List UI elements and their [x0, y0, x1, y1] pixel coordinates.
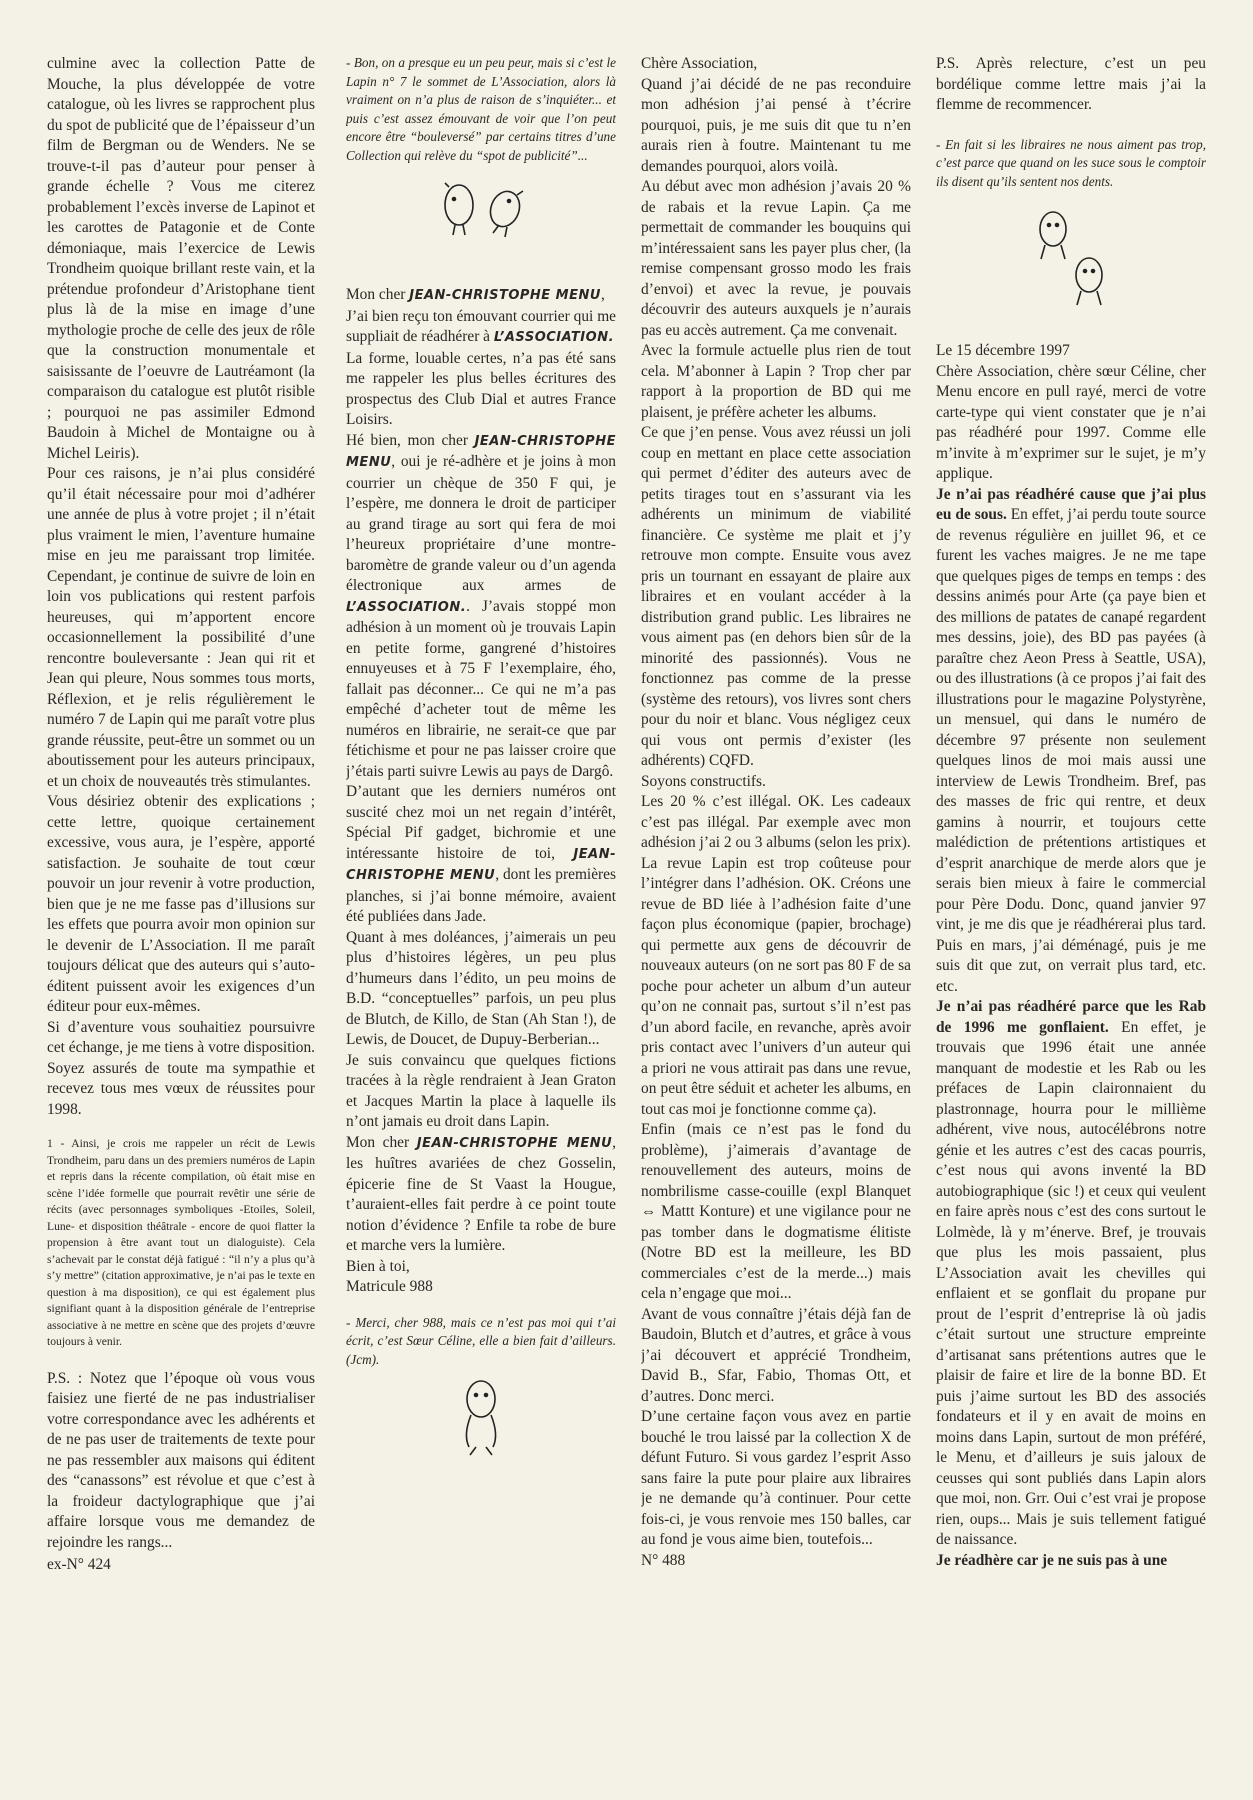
col3-paragraph-2: Quand j’ai décidé de ne pas reconduire mon adhésion j’ai pensé à t’écrire pourquoi, puis, je me suis dit que tu n’en aurais rien à foutre. Maintenant tu me demandes pourquoi, alors voilà. [641, 75, 911, 175]
editor-reply-3: - En fait si les libraires ne nous aiment pas trop, c’est parce que quand on les suce sous le comptoir ils disent qu’ils sentent nos dents. [936, 136, 1206, 189]
col2-p7a: Mon cher [346, 1133, 410, 1151]
col1-paragraph-3: Vous désiriez obtenir des explications ; cette lettre, quoique certainement excessive, vous aura, je l’espère, apporté satisfaction. Je souhaite de tout cœur pouvoir un jour revenir à votre production, bien que je ne me fasse pas d’illusions sur les effets que pourra avoir mon opinion sur le devenir de L’Association. Il me paraît toujours délicat que des auteurs qui s’auto-éditent puissent avoir les exigences d’un éditeur pour eux-mêmes. [47, 793, 315, 1015]
col3-paragraph-10: Avant de vous connaître j’étais déjà fan de Baudoin, Blutch et d’autres, et grâce à vous j’ai découvert et apprécié Trondheim, David B., Sfar, Fabio, Thomas Ott, et d’autres. Donc merci. [641, 1305, 911, 1405]
col2-p4b: , dont les premières planches, si j’ai bonne mémoire, avaient été publiées dans Jade. [346, 866, 616, 925]
col1-paragraph-4: Si d’aventure vous souhaitiez poursuivre cet échange, je me tiens à votre disposition. Soyez assurés de toute ma sympathie et recevez tous mes vœux de réussites pour 1998. [47, 1018, 315, 1118]
col4-bold-3: Je réadhère car je ne suis pas à une [936, 1551, 1168, 1569]
column-1 [47, 54, 315, 1754]
col3-paragraph-5: Ce que j’en pense. Vous avez réussi un joli coup en mettant en place cette association qui permet d’éditer des auteurs avec de petits tirages tout en s’assurant via les adhérents un minimum de viabilité financière. Ce système me plait et j’y retrouve mon compte. Ensuite vous avez pris un tournant en essayant de plaire aux libraires et en voulant accéder à la distribution grand public. Les libraires ne vous aiment pas (en dehors bien sûr de la minorité des passionnés). Vous ne fonctionnez pas comme de la presse (système des retours), vos livres sont chers pour du noir et blanc. Vous négligez ceux qui vous ont permis d’exister (les adhérents) CQFD. [641, 424, 911, 769]
col3-paragraph-6: Soyons constructifs. [641, 772, 766, 790]
col4-paragraph-3 [936, 997, 1206, 1551]
col3-signature: N° 488 [641, 1551, 686, 1569]
salutation-prefix: Mon cher [346, 286, 406, 303]
two-chicks-drawing [421, 165, 541, 245]
col4-paragraph-1: Chère Association, chère sœur Céline, cher Menu encore en pull rayé, merci de votre carte-type qui vient constater que je n’ai pas réadhéré pour 1997. Comme elle m’invite à m’exprimer sur le sujet, je m’y applique. [936, 362, 1206, 482]
col4-bold-2: Je n’ai pas réadhéré parce que les Rab de 1996 me gonflaient. [936, 998, 1206, 1036]
editor-reply-2: - Merci, cher 988, mais ce n’est pas moi qui t’ai écrit, c’est Sœur Céline, elle a bien fait d’ailleurs. (Jcm). [346, 1314, 616, 1367]
col2-p3c: . J’avais stoppé mon adhésion à un moment où je trouvais Lapin en petite forme, gangrené d’histoires ennuyeuses et à 75 F l’exemplaire, ého, fallait pas déconner... Ce qui ne m’a pas empêché d’acheter tout de même les numéros en librairie, ne serait-ce que par fétichisme et pour ne pas laisser croire que j’étais parti suivre Lewis au pays de Dargô. [346, 597, 616, 780]
col2-paragraph-3 [346, 431, 616, 783]
col3-paragraph-8: La revue Lapin est trop coûteuse pour l’intégrer dans l’adhésion. OK. Créons une revue de BD liée à l’adhésion faite d’une façon plus économique (papier, brochage) qui permette aux gens de découvrir de nouveaux auteurs (on ne sort pas 80 F de sa poche pour acheter un album d’un auteur qu’on ne connait pas, surtout s’il n’est pas d’un abord facile, en revanche, après avoir pris contact avec l’univers d’un auteur qui a priori ne vous attirait pas dans une revue, on peut être séduit et acheter les albums, en tout cas moi je fonctionne comme ça). [641, 854, 911, 1118]
association-name: L’ASSOCIATION. [493, 330, 615, 345]
letter-date: Le 15 décembre 1997 [936, 342, 1070, 359]
column-2 [346, 54, 616, 1754]
col3-salutation: Chère Association, [641, 55, 758, 72]
col2-p3a: Hé bien, mon cher [346, 431, 468, 449]
footnote: 1 - Ainsi, je crois me rappeler un récit de Lewis Trondheim, paru dans un des premiers numéros de Lapin et repris dans la récente compilation, où était mise en scène l’idée formelle que pourrait revêtir une série de récits (avec personnages symboliques -Etoiles, Soleil, Lune- et disposition théâtrale - encore de quoi flatter la propension à être avant tout un dialoguiste). Cela s’achevait par le constat déjà fatigué : “il n’y a plus qu’à s’y mettre” (citation approximative, je n’ai pas le texte en question à ma disposition), ce qui est également plus signifiant quant à la disposition générale de l’entreprise associative à ne mettre en scène que des projets d’œuvre toujours à venir. [47, 1137, 315, 1348]
col3-paragraph-11: D’une certaine façon vous avez en partie bouché le trou laissé par la collection X de défunt Futuro. Si vous gardez l’esprit Asso sans faire la pute pour plaire aux libraires je ne demande qu’à continuer. Pour cette fois-ci, je vous renvoie mes 150 balles, car au fond je vous aime bien, toutefois... [641, 1408, 911, 1548]
two-chicks-drawing-2 [1011, 191, 1131, 321]
col2-closing: Bien à toi, [346, 1257, 410, 1275]
recipient-name-2: JEAN-CHRISTOPHE MENU [346, 433, 616, 470]
col3-paragraph-7: Les 20 % c’est illégal. OK. Les cadeaux c’est pas illégal. Par exemple avec mon adhésion j’ai 2 ou 3 albums (selon les prix). [641, 793, 911, 851]
col2-paragraph-1 [346, 307, 616, 349]
col4-paragraph-2 [936, 485, 1206, 998]
col4-bold-1: Je n’ai pas réadhéré cause que j’ai plus eu de sous. [936, 485, 1206, 523]
recipient-name: JEAN-CHRISTOPHE MENU [409, 288, 601, 303]
col2-paragraph-7 [346, 1133, 616, 1257]
recipient-name-3: JEAN-CHRISTOPHE MENU [346, 846, 616, 883]
col2-paragraph-6: Je suis convaincu que quelques fictions tracées à la règle rendraient à Jean Graton et Jacques Martin la place à laquelle ils n’ont jamais eu droit dans Lapin. [346, 1051, 616, 1130]
col1-paragraph-1: culmine avec la collection Patte de Mouche, la plus développée de votre catalogue, où les livres se rapprochent plus du spot de publicité que de l’épaisseur d’un film de Bergman ou de Wenders. Ne se trouve-t-il pas d’auteur pour penser à grande échelle ? Vous me citerez probablement l’excès inverse de Lapinot et les carottes de Patagonie et de Conte démoniaque, mais l’exercice de Lewis Trondheim quoique brillant reste vain, et la prétendue profondeur d’Aristophane tient plus là de la mise en image d’une mythologie proche de celle des jeux de rôle que la construction monumentale et saisissante de l’oeuvre de Lautréamont (la comparaison du catalogue est plutôt risible ; pourquoi ne pas assimiler Edmond Baudoin à Michel de Montaigne ou à Michel Leiris). [47, 55, 315, 462]
col4-p2-text: En effet, j’ai perdu toute source de revenus régulière en juillet 96, et ce furent les vaches maigres. Je ne me tape que quelques piges de temps en temps : des dessins animés pour Arte (ça paye bien et des millions de patates de canapé regardent mes dessins, joie), des BD pas payées (à paraître chez Aeon Press à Seattle, USA), ou des illustrations (à ce propos j’ai fait des illustrations pour le magazine Polystyrène, un mensuel, qui dans le numéro de décembre 97 présente non seulement quelques linos de moi mais aussi une interview de Lewis Trondheim. Bref, pas des masses de fric qui rentre, et deux gamins à nourrir, et toujours cette malédiction de prétentions artistiques et d’esprit anarchique de merde alors que je serais bien mieux à faire le commercial pour Père Dodu. Donc, quand janvier 97 vint, je me dis que je réadhérerai plus tard. Puis en mars, j’ai déménagé, puis je me suis dit que zut, on verrait plus tard, etc. etc. [936, 506, 1206, 995]
col2-p1-text: J’ai bien reçu ton émouvant courrier qui me suppliait de réadhérer à [346, 307, 616, 345]
col2-paragraph-2: La forme, louable certes, n’a pas été sans me rappeler les plus belles écritures des prospectus des Club Dial et autres France Loisirs. [346, 349, 616, 428]
column-4 [936, 54, 1206, 1754]
col1-signature: ex-N° 424 [47, 1556, 111, 1573]
col3-paragraph-3: Au début avec mon adhésion j’avais 20 % de rabais et la revue Lapin. Ça me permettait de commander les bouquins qui m’intéressaient sans les payer plus cher, (la remise compensant grosso modo les frais d’envoi) et avec la revue, je pouvais découvrir des auteurs auxquels je n’aurais pas eu accès autrement. Ça me convenait. [641, 178, 911, 339]
salutation-1: Mon cher JEAN-CHRISTOPHE MENU, [346, 286, 605, 303]
recipient-name-4: JEAN-CHRISTOPHE MENU [416, 1135, 613, 1151]
col4-postscript: P.S. Après relecture, c’est un peu bordélique comme lettre mais j’ai la flemme de recommencer. [936, 55, 1206, 113]
col3-paragraph-4: Avec la formule actuelle plus rien de tout cela. M’abonner à Lapin ? Trop cher par rapport à la proportion de BD qui me plaisent, je préfère acheter les albums. [641, 342, 911, 421]
column-3 [641, 54, 911, 1754]
col2-signature: Matricule 988 [346, 1278, 433, 1295]
chick-drawing [436, 1369, 526, 1459]
col2-p4a: D’autant que les derniers numéros ont suscité chez moi un net regain d’intérêt, Spécial Pif gadget, bichromie et une intéressante histoire de toi, [346, 783, 616, 862]
col2-p7b: , les huîtres avariées de chez Gosselin, épicerie fine de St Vaast la Hougue, t’auraient-elles fait perdre à ce point toute notion d’évidence ? Enfile ta robe de bure et marche vers la lumière. [346, 1133, 616, 1254]
col2-paragraph-4 [346, 782, 616, 928]
col4-p3-text: En effet, je trouvais que 1996 était une année manquant de modestie et les Rab ou les préfaces de Lapin claironnaient du plastronnage, hourra pour le millième adhérent, vive nous, autocélébrons notre génie et les autres c’est des cacas pourris, c’est nous qui avons inventé la BD autobiographique (sic !) et ceux qui veulent en faire après nous c’est des cons surtout le Lolmède, là y m’énerve. Bref, je trouvais que plus les mois passaient, plus L’Association avait les chevilles qui enflaient et se gonflait du propane pur prout de l’esprit d’entreprise là où jadis c’était surtout une structure empreinte d’artisanat sans prétentions autres que le plaisir de faire et lire de la bonne BD. Et puis j’aime surtout les BD des associés fondateurs et il y en avait de moins en moins dans Lapin, surtout de mon préféré, le Menu, et d’ailleurs je suis jaloux de ceusses qui sont publiés dans Lapin alors que moi, non. Grr. Oui c’est vrai je propose rien, oups... Mais je suis tellement fatigué de naissance. [936, 1018, 1206, 1548]
col1-paragraph-2: Pour ces raisons, je n’ai plus considéré qu’il était nécessaire pour moi d’adhérer une année de plus à votre projet ; il n’était plus vraiment le mien, l’aventure humaine mise en jeu me paraissant trop limitée. Cependant, je continue de suivre de loin en loin vos publications qui restent parfois heureuses, qui m’apportent encore occasionnellement la possibilité d’une rencontre bouleversante : Jean qui rit et Jean qui pleure, Nous sommes tous morts, Réflexion, et je relis régulièrement le numéro 7 de Lapin qui me paraît votre plus grande réussite, peut-être un sommet ou un aboutissement pour les auteurs principaux, et un choix de nouveautés très stimulantes. [47, 465, 315, 790]
col1-postscript: P.S. : Notez que l’époque où vous vous faisiez une fierté de ne pas industrialiser votre correspondance avec les adhérents et de ne pas user de traitements de texte pour ne pas ressembler aux maisons qui éditent des “canassons” est révolue et que c’est à la froideur dactylographique que j’ai affaire lorsque vous me demandez de rejoindre les rangs... [47, 1369, 315, 1551]
col3-paragraph-9: Enfin (mais ce n’est pas le fond du problème), j’aimerais d’avantage de renouvellement des auteurs, moins de nombrilisme casse-couille (expl Blanquet ⇔ Mattt Konture) et une vigilance pour ne pas tomber dans le dogmatisme élitiste (Notre BD est la meilleure, les BD commerciales c’est de la merde...) mais cela n’engage que moi... [641, 1121, 911, 1302]
association-name-2: L’ASSOCIATION. [346, 599, 467, 615]
col2-p3b: , oui je ré-adhère et je joins à mon courrier un chèque de 350 F qui, je l’espère, me donnera le droit de participer au grand tirage au sort qui fera de moi l’heureux propriétaire d’une montre-baromètre de grande valeur ou d’un agenda électronique aux armes de [346, 453, 616, 594]
editor-reply-1: - Bon, on a presque eu un peu peur, mais si c’est le Lapin n° 7 le sommet de L’Association, alors là vraiment on n’a plus de raison de s’inquiéter... et puis c’est assez émouvant de voir que l’on peut encore être “bouleversé” par certains titres d’une Collection qui relève du “spot de publicité”... [346, 55, 616, 163]
col2-paragraph-5: Quant à mes doléances, j’aimerais un peu plus d’histoires légères, un peu plus d’humeurs dans l’édito, un peu moins de B.D. “conceptuelles” parfois, un peu plus de Blutch, de Killo, de Stan (Ah Stan !), de Lewis, de Doucet, de Dupuy-Berberian... [346, 928, 616, 1048]
